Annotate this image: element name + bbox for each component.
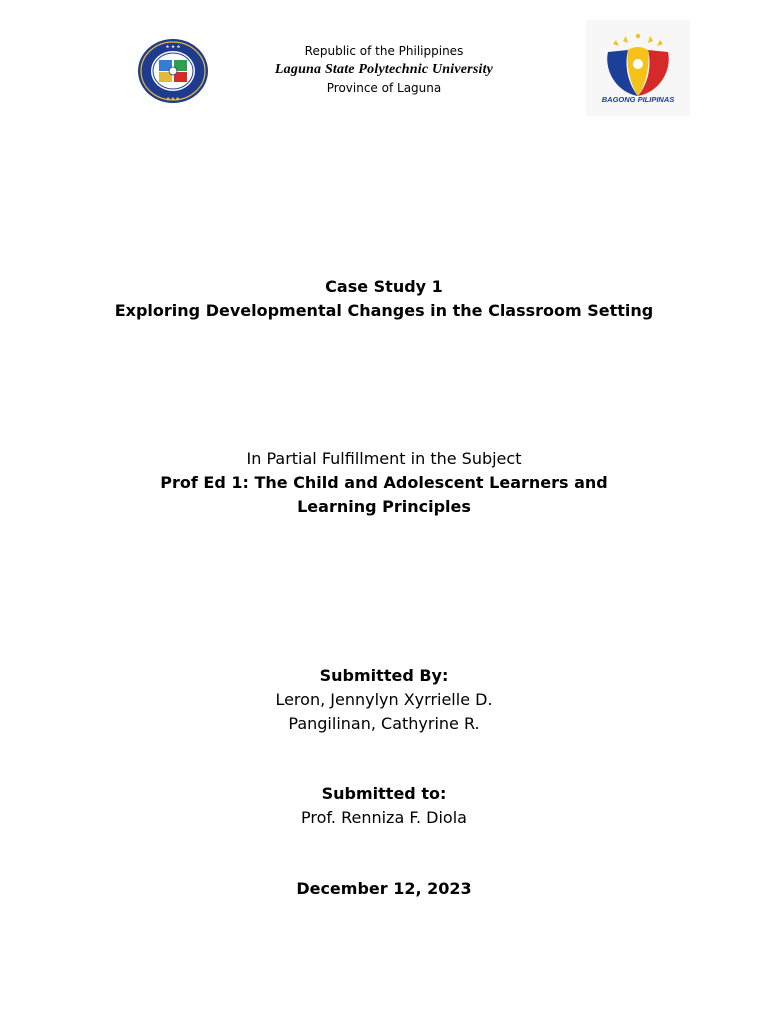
student-name: Pangilinan, Cathyrine R. xyxy=(288,714,480,733)
title-block xyxy=(84,275,684,323)
submitted-by-block xyxy=(84,664,684,736)
document-header xyxy=(0,0,768,130)
bagong-pilipinas-logo-icon xyxy=(586,20,690,116)
university-seal-icon xyxy=(137,38,209,104)
svg-text:● ● ●: ● ● ● xyxy=(166,96,180,101)
submitted-to-block xyxy=(84,782,684,830)
fulfillment-line: In Partial Fulfillment in the Subject xyxy=(246,449,522,468)
submitted-to-label: Submitted to: xyxy=(321,784,447,803)
course-title: Prof Ed 1: The Child and Adolescent Learners and Learning Principles xyxy=(160,473,608,516)
case-study-title: Case Study 1 xyxy=(325,277,443,296)
student-name: Leron, Jennylyn Xyrrielle D. xyxy=(275,690,493,709)
flag-logo-text: BAGONG PILIPINAS xyxy=(601,95,675,104)
republic-line: Republic of the Philippines xyxy=(304,44,464,58)
case-study-subtitle: Exploring Developmental Changes in the Classroom Setting xyxy=(114,301,654,320)
svg-text:★ ★ ★: ★ ★ ★ xyxy=(165,45,181,50)
header-text xyxy=(234,42,534,97)
subject-block xyxy=(84,447,684,519)
province-line: Province of Laguna xyxy=(326,81,442,95)
submitted-by-label: Submitted By: xyxy=(319,666,449,685)
submission-date: December 12, 2023 xyxy=(296,879,472,898)
university-name: Laguna State Polytechnic University xyxy=(274,62,494,77)
professor-name: Prof. Renniza F. Diola xyxy=(301,808,467,827)
date-block xyxy=(84,877,684,901)
